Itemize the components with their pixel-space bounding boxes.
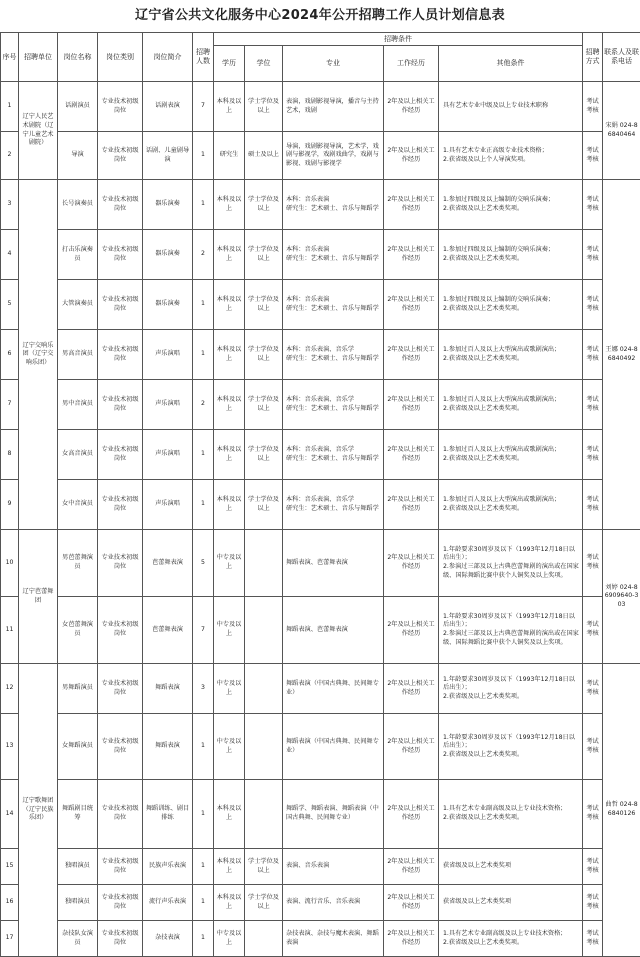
cell-exp: 2年及以上相关工作经历 <box>384 82 439 132</box>
cell-intro: 芭蕾舞表演 <box>143 530 193 597</box>
cell-other: 1.年龄要求30周岁及以下（1993年12月18日以后出生）； 2.参演过三部及以上古典芭蕾舞剧的演出或在国家级、国际舞蹈比赛中获个人铜奖及以上奖项。 <box>439 597 583 664</box>
cell-intro: 芭蕾舞表演 <box>143 597 193 664</box>
cell-exp: 2年及以上相关工作经历 <box>384 714 439 780</box>
cell-intro: 舞蹈训练、剧目排练 <box>143 780 193 849</box>
cell-post: 长号演奏员 <box>58 180 98 230</box>
cell-intro: 舞蹈表演 <box>143 714 193 780</box>
cell-seq: 1 <box>1 82 19 132</box>
header-degree: 学位 <box>245 46 283 82</box>
cell-major: 本科：音乐表演、音乐学 研究生：艺术硕士、音乐与舞蹈学 <box>283 480 384 530</box>
cell-other: 1.参加过四级及以上编制的交响乐演奏； 2.获省级及以上艺术类奖项。 <box>439 230 583 280</box>
cell-other: 1.年龄要求30周岁及以下（1993年12月18日以后出生）； 2.获省级及以上艺术类奖项。 <box>439 714 583 780</box>
cell-count: 2 <box>193 380 214 430</box>
cell-post: 打击乐演奏员 <box>58 230 98 280</box>
cell-type: 专业技术初级岗位 <box>98 530 143 597</box>
cell-degree: 学士学位及以上 <box>245 885 283 921</box>
cell-type: 专业技术初级岗位 <box>98 480 143 530</box>
cell-type: 专业技术初级岗位 <box>98 849 143 885</box>
cell-degree: 硕士及以上 <box>245 132 283 180</box>
cell-major: 本科：音乐表演 研究生：艺术硕士、音乐与舞蹈学 <box>283 230 384 280</box>
cell-other: 1.具有艺术专业副高级及以上专业技术资格； 2.获省级及以上艺术类奖项。 <box>439 780 583 849</box>
cell-method: 考试考核 <box>583 132 603 180</box>
table-row <box>1 132 640 180</box>
cell-type: 专业技术初级岗位 <box>98 780 143 849</box>
cell-degree: 学士学位及以上 <box>245 330 283 380</box>
cell-type: 专业技术初级岗位 <box>98 921 143 957</box>
cell-seq: 12 <box>1 664 19 714</box>
header-row-top <box>1 33 640 46</box>
cell-contact: 宋娟 024-86840464 <box>603 82 640 180</box>
cell-exp: 2年及以上相关工作经历 <box>384 230 439 280</box>
cell-major: 本科：音乐表演 研究生：艺术硕士、音乐与舞蹈学 <box>283 280 384 330</box>
cell-major: 表演、音乐表演 <box>283 849 384 885</box>
cell-count: 1 <box>193 430 214 480</box>
header-count: 招聘人数 <box>193 33 214 82</box>
cell-exp: 2年及以上相关工作经历 <box>384 480 439 530</box>
cell-type: 专业技术初级岗位 <box>98 82 143 132</box>
cell-edu: 中专及以上 <box>214 530 245 597</box>
cell-post: 女芭蕾舞演员 <box>58 597 98 664</box>
cell-method: 考试考核 <box>583 430 603 480</box>
table-row <box>1 597 640 664</box>
cell-edu: 本科及以上 <box>214 380 245 430</box>
cell-type: 专业技术初级岗位 <box>98 280 143 330</box>
cell-method: 考试考核 <box>583 780 603 849</box>
header-intro: 岗位简介 <box>143 33 193 82</box>
cell-major: 本科：音乐表演、音乐学 研究生：艺术硕士、音乐与舞蹈学 <box>283 430 384 480</box>
cell-exp: 2年及以上相关工作经历 <box>384 780 439 849</box>
cell-exp: 2年及以上相关工作经历 <box>384 597 439 664</box>
cell-count: 5 <box>193 530 214 597</box>
cell-major: 导演，戏剧影视导演，艺术学，戏剧与影视学，戏剧戏曲学，戏剧与影视、戏剧与影视学 <box>283 132 384 180</box>
cell-post: 男中音演员 <box>58 380 98 430</box>
cell-unit: 辽宁歌舞团（辽宁民族乐团） <box>19 664 58 957</box>
cell-post: 独唱演员 <box>58 849 98 885</box>
cell-major: 本科：音乐表演 研究生：艺术硕士、音乐与舞蹈学 <box>283 180 384 230</box>
cell-seq: 3 <box>1 180 19 230</box>
cell-intro: 器乐演奏 <box>143 180 193 230</box>
table-row <box>1 280 640 330</box>
cell-count: 1 <box>193 180 214 230</box>
cell-degree <box>245 921 283 957</box>
cell-intro: 声乐演唱 <box>143 330 193 380</box>
cell-seq: 13 <box>1 714 19 780</box>
cell-contact: 刘婷 024-86909640-303 <box>603 530 640 664</box>
cell-edu: 本科及以上 <box>214 82 245 132</box>
table-row <box>1 530 640 597</box>
cell-other: 1.参加过百人及以上大型演出或歌剧演出； 2.获省级及以上艺术类奖项。 <box>439 380 583 430</box>
cell-major: 本科：音乐表演、音乐学 研究生：艺术硕士、音乐与舞蹈学 <box>283 380 384 430</box>
cell-type: 专业技术初级岗位 <box>98 330 143 380</box>
cell-exp: 2年及以上相关工作经历 <box>384 180 439 230</box>
cell-type: 专业技术初级岗位 <box>98 230 143 280</box>
header-edu: 学历 <box>214 46 245 82</box>
cell-seq: 8 <box>1 430 19 480</box>
table-row <box>1 664 640 714</box>
cell-degree: 学士学位及以上 <box>245 430 283 480</box>
cell-major: 舞蹈表演、芭蕾舞表演 <box>283 597 384 664</box>
cell-unit: 辽宁芭蕾舞团 <box>19 530 58 664</box>
cell-degree: 学士学位及以上 <box>245 280 283 330</box>
cell-major: 表演，戏剧影视导演，播音与主持艺术，戏剧 <box>283 82 384 132</box>
cell-intro: 舞蹈表演 <box>143 664 193 714</box>
cell-seq: 5 <box>1 280 19 330</box>
cell-intro: 话剧、儿童剧导演 <box>143 132 193 180</box>
cell-seq: 2 <box>1 132 19 180</box>
header-unit: 招聘单位 <box>19 33 58 82</box>
cell-type: 专业技术初级岗位 <box>98 885 143 921</box>
cell-type: 专业技术初级岗位 <box>98 132 143 180</box>
header-major: 专业 <box>283 46 384 82</box>
cell-type: 专业技术初级岗位 <box>98 597 143 664</box>
cell-major: 杂技表演、杂技与魔术表演、舞蹈表演 <box>283 921 384 957</box>
cell-method: 考试考核 <box>583 885 603 921</box>
cell-type: 专业技术初级岗位 <box>98 664 143 714</box>
cell-edu: 本科及以上 <box>214 780 245 849</box>
cell-degree <box>245 597 283 664</box>
table-row <box>1 849 640 885</box>
cell-seq: 11 <box>1 597 19 664</box>
cell-count: 3 <box>193 664 214 714</box>
cell-other: 获省级及以上艺术类奖项 <box>439 849 583 885</box>
cell-count: 1 <box>193 480 214 530</box>
cell-count: 7 <box>193 82 214 132</box>
cell-post: 女高音演员 <box>58 430 98 480</box>
cell-exp: 2年及以上相关工作经历 <box>384 330 439 380</box>
cell-edu: 本科及以上 <box>214 885 245 921</box>
cell-post: 男芭蕾舞演员 <box>58 530 98 597</box>
cell-intro: 声乐演唱 <box>143 480 193 530</box>
cell-post: 男舞蹈演员 <box>58 664 98 714</box>
cell-degree <box>245 780 283 849</box>
cell-count: 1 <box>193 714 214 780</box>
table-row <box>1 380 640 430</box>
cell-seq: 15 <box>1 849 19 885</box>
cell-edu: 本科及以上 <box>214 230 245 280</box>
cell-edu: 中专及以上 <box>214 921 245 957</box>
cell-seq: 4 <box>1 230 19 280</box>
cell-major: 舞蹈学、舞蹈表演、舞蹈表演（中国古典舞、民间舞专业） <box>283 780 384 849</box>
cell-method: 考试考核 <box>583 330 603 380</box>
cell-degree: 学士学位及以上 <box>245 230 283 280</box>
cell-edu: 本科及以上 <box>214 849 245 885</box>
cell-post: 女中音演员 <box>58 480 98 530</box>
cell-contact: 曲哲 024-86840126 <box>603 664 640 957</box>
cell-other: 1.具有艺术专业副高级及以上专业技术资格； 2.获省级及以上艺术类奖项。 <box>439 921 583 957</box>
cell-edu: 研究生 <box>214 132 245 180</box>
cell-other: 获省级及以上艺术类奖项 <box>439 885 583 921</box>
cell-intro: 杂技表演 <box>143 921 193 957</box>
cell-type: 专业技术初级岗位 <box>98 380 143 430</box>
cell-degree: 学士学位及以上 <box>245 380 283 430</box>
cell-method: 考试考核 <box>583 180 603 230</box>
cell-post: 大管演奏员 <box>58 280 98 330</box>
cell-exp: 2年及以上相关工作经历 <box>384 885 439 921</box>
cell-exp: 2年及以上相关工作经历 <box>384 921 439 957</box>
cell-method: 考试考核 <box>583 664 603 714</box>
cell-exp: 2年及以上相关工作经历 <box>384 430 439 480</box>
table-row <box>1 330 640 380</box>
cell-seq: 7 <box>1 380 19 430</box>
cell-edu: 本科及以上 <box>214 280 245 330</box>
cell-other: 1.参加过百人及以上大型演出或歌剧演出； 2.获省级及以上艺术类奖项。 <box>439 480 583 530</box>
cell-major: 舞蹈表演（中国古典舞、民间舞专业） <box>283 714 384 780</box>
table-row <box>1 480 640 530</box>
cell-method: 考试考核 <box>583 480 603 530</box>
cell-intro: 器乐演奏 <box>143 280 193 330</box>
header-conditions: 招聘条件 <box>214 33 583 46</box>
table-row <box>1 921 640 957</box>
cell-intro: 声乐演唱 <box>143 380 193 430</box>
cell-other: 1.具有艺术专业正高级专业技术资格； 2.获省级及以上个人导演奖项。 <box>439 132 583 180</box>
table-body <box>1 82 640 957</box>
table-row <box>1 180 640 230</box>
cell-other: 1.参加过四级及以上编制的交响乐演奏； 2.获省级及以上艺术类奖项。 <box>439 180 583 230</box>
cell-intro: 声乐演唱 <box>143 430 193 480</box>
cell-count: 7 <box>193 597 214 664</box>
cell-exp: 2年及以上相关工作经历 <box>384 280 439 330</box>
cell-post: 话剧演员 <box>58 82 98 132</box>
table-row <box>1 82 640 132</box>
cell-method: 考试考核 <box>583 530 603 597</box>
cell-method: 考试考核 <box>583 714 603 780</box>
cell-other: 1.参加过四级及以上编制的交响乐演奏； 2.获省级及以上艺术类奖项。 <box>439 280 583 330</box>
table-row <box>1 780 640 849</box>
cell-other: 1.参加过百人及以上大型演出或歌剧演出； 2.获省级及以上艺术类奖项。 <box>439 430 583 480</box>
cell-post: 独唱演员 <box>58 885 98 921</box>
cell-edu: 中专及以上 <box>214 597 245 664</box>
cell-seq: 6 <box>1 330 19 380</box>
cell-method: 考试考核 <box>583 380 603 430</box>
cell-degree: 学士学位及以上 <box>245 180 283 230</box>
cell-unit: 辽宁交响乐团（辽宁交响乐团） <box>19 180 58 530</box>
cell-exp: 2年及以上相关工作经历 <box>384 132 439 180</box>
cell-post: 导演 <box>58 132 98 180</box>
cell-edu: 中专及以上 <box>214 664 245 714</box>
cell-other: 1.年龄要求30周岁及以下（1993年12月18日以后出生）； 2.参演过三部及以上古典芭蕾舞剧的演出或在国家级、国际舞蹈比赛中获个人铜奖及以上奖项。 <box>439 530 583 597</box>
header-other: 其他条件 <box>439 46 583 82</box>
cell-edu: 本科及以上 <box>214 480 245 530</box>
header-post: 岗位名称 <box>58 33 98 82</box>
cell-count: 1 <box>193 921 214 957</box>
cell-degree <box>245 530 283 597</box>
cell-other: 1.年龄要求30周岁及以下（1993年12月18日以后出生）； 2.获省级及以上艺术类奖项。 <box>439 664 583 714</box>
cell-major: 舞蹈表演、芭蕾舞表演 <box>283 530 384 597</box>
cell-post: 舞蹈剧目统筹 <box>58 780 98 849</box>
cell-post: 男高音演员 <box>58 330 98 380</box>
cell-intro: 流行声乐表演 <box>143 885 193 921</box>
header-type: 岗位类别 <box>98 33 143 82</box>
cell-major: 表演、流行音乐、音乐表演 <box>283 885 384 921</box>
recruitment-table <box>0 32 640 957</box>
cell-post: 杂技队女演员 <box>58 921 98 957</box>
cell-edu: 本科及以上 <box>214 430 245 480</box>
cell-count: 2 <box>193 230 214 280</box>
cell-count: 1 <box>193 132 214 180</box>
cell-exp: 2年及以上相关工作经历 <box>384 380 439 430</box>
cell-degree <box>245 664 283 714</box>
cell-method: 考试考核 <box>583 921 603 957</box>
table-row <box>1 885 640 921</box>
cell-exp: 2年及以上相关工作经历 <box>384 849 439 885</box>
cell-count: 1 <box>193 885 214 921</box>
cell-seq: 14 <box>1 780 19 849</box>
cell-intro: 民族声乐表演 <box>143 849 193 885</box>
cell-count: 1 <box>193 780 214 849</box>
header-seq: 序号 <box>1 33 19 82</box>
cell-degree: 学士学位及以上 <box>245 82 283 132</box>
cell-post: 女舞蹈演员 <box>58 714 98 780</box>
cell-intro: 话剧表演 <box>143 82 193 132</box>
cell-major: 舞蹈表演（中国古典舞、民间舞专业） <box>283 664 384 714</box>
cell-method: 考试考核 <box>583 597 603 664</box>
cell-degree: 学士学位及以上 <box>245 849 283 885</box>
cell-intro: 器乐演奏 <box>143 230 193 280</box>
table-row <box>1 230 640 280</box>
cell-seq: 9 <box>1 480 19 530</box>
cell-seq: 10 <box>1 530 19 597</box>
cell-exp: 2年及以上相关工作经历 <box>384 664 439 714</box>
header-exp: 工作经历 <box>384 46 439 82</box>
header-method: 招聘方式 <box>583 33 603 82</box>
cell-contact: 王娜 024-86840492 <box>603 180 640 530</box>
cell-method: 考试考核 <box>583 280 603 330</box>
cell-other: 1.参加过百人及以上大型演出或歌剧演出； 2.获省级及以上艺术类奖项。 <box>439 330 583 380</box>
cell-method: 考试考核 <box>583 230 603 280</box>
cell-count: 1 <box>193 849 214 885</box>
cell-type: 专业技术初级岗位 <box>98 430 143 480</box>
cell-method: 考试考核 <box>583 849 603 885</box>
header-contact: 联系人及联系电话 <box>603 33 640 82</box>
cell-type: 专业技术初级岗位 <box>98 714 143 780</box>
page-title: 辽宁省公共文化服务中心2024年公开招聘工作人员计划信息表 <box>0 0 640 32</box>
table-row <box>1 714 640 780</box>
cell-exp: 2年及以上相关工作经历 <box>384 530 439 597</box>
cell-method: 考试考核 <box>583 82 603 132</box>
cell-edu: 中专及以上 <box>214 714 245 780</box>
cell-edu: 本科及以上 <box>214 330 245 380</box>
cell-degree <box>245 714 283 780</box>
cell-seq: 17 <box>1 921 19 957</box>
cell-other: 具有艺术专业中级及以上专业技术职称 <box>439 82 583 132</box>
cell-major: 本科：音乐表演、音乐学 研究生：艺术硕士、音乐与舞蹈学 <box>283 330 384 380</box>
cell-unit: 辽宁人民艺术剧院（辽宁儿童艺术剧院） <box>19 82 58 180</box>
cell-edu: 本科及以上 <box>214 180 245 230</box>
cell-count: 1 <box>193 280 214 330</box>
table-row <box>1 430 640 480</box>
cell-degree: 学士学位及以上 <box>245 480 283 530</box>
cell-type: 专业技术初级岗位 <box>98 180 143 230</box>
cell-count: 1 <box>193 330 214 380</box>
cell-seq: 16 <box>1 885 19 921</box>
